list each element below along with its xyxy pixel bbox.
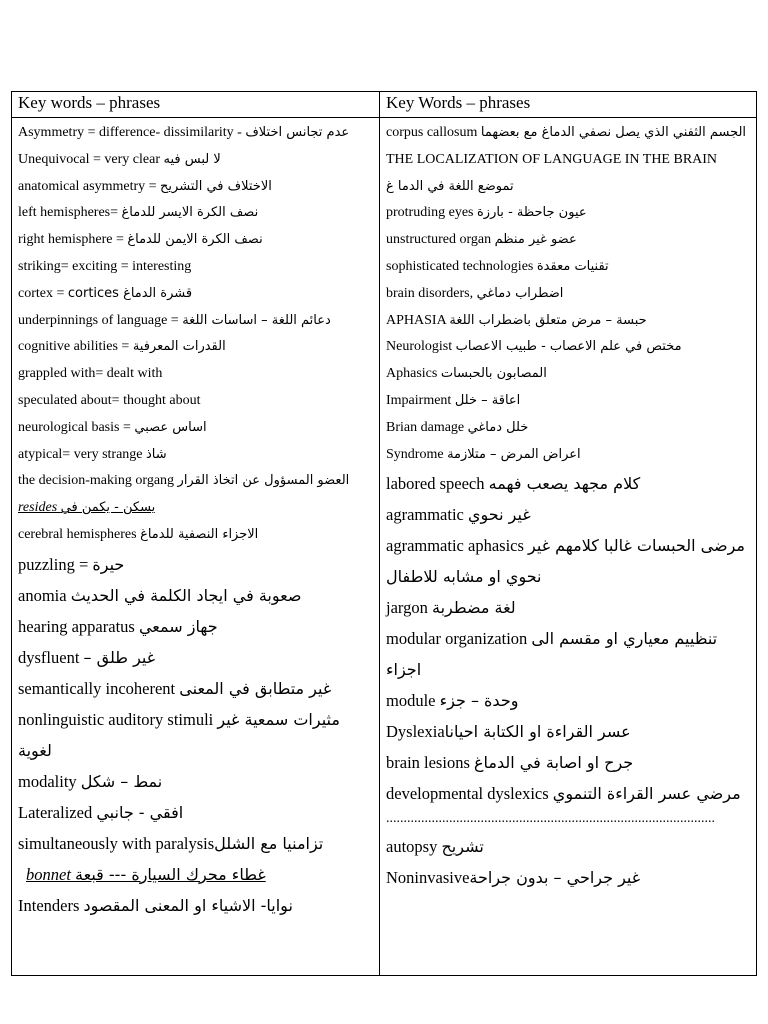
right-entry [386,530,750,592]
arabic-translation: العضو المسؤول عن اتخاذ القرار [177,473,350,489]
arabic-translation: حبسة – مرض متعلق باضطراب اللغة [449,312,647,328]
english-term: module [386,691,440,711]
english-term: Unequivocal = very clear [18,151,164,167]
english-term: brain disorders, [386,285,477,301]
dotted-divider: .............................................................................................. [386,811,715,827]
english-term: sophisticated technologies [386,258,537,274]
right-entry [386,174,750,201]
right-entry [386,442,750,469]
arabic-translation: اعراض المرض – متلازمة [447,446,581,462]
arabic-translation: الاختلاف في التشريح [160,178,272,194]
left-entry [18,828,373,859]
right-entry [386,281,750,308]
english-term: semantically incoherent [18,678,180,698]
right-entry [386,200,750,227]
left-entry [18,308,373,335]
arabic-translation: غير نحوي [468,505,531,525]
left-entry [18,388,373,415]
arabic-translation: افقي - جانبي [96,802,184,822]
english-term: unstructured organ [386,232,495,248]
english-term: modality [18,771,81,791]
arabic-translation: الجسم الثفني الذي يصل نصفي الدماغ مع بعضهما [480,125,747,140]
right-entry [386,120,750,147]
left-column [12,92,380,975]
english-term: neurological basis = [18,419,135,435]
left-entry [18,766,373,797]
left-entry [18,227,373,254]
english-term: puzzling = [18,554,93,574]
vocabulary-table [11,91,757,976]
left-entry [18,281,373,308]
english-term: Syndrome [386,446,448,462]
english-term: left hemispheres= [18,205,122,221]
arabic-translation: تموضع اللغة في الدما غ [386,178,514,194]
left-entry [18,174,373,201]
english-term: brain lesions [386,753,474,773]
left-entry [18,673,373,704]
right-entry [386,227,750,254]
english-term: jargon [386,598,432,618]
left-entry [18,642,373,673]
left-entry [18,361,373,388]
right-entry [386,147,750,174]
left-entry [18,611,373,642]
arabic-translation: صعوبة في ايجاد الكلمة في الحديث [70,585,302,605]
arabic-translation: تنظييم معياري او مقسم الى اجزاء [386,629,718,680]
right-entry [386,499,750,530]
left-entry [18,415,373,442]
arabic-translation: وحدة – جزء [439,691,519,711]
english-term: APHASIA [386,312,450,328]
left-entry-list [12,118,379,921]
arabic-translation: مرضي عسر القراءة التنموي [552,784,741,804]
english-term: Dyslexia [386,722,445,742]
arabic-translation: غطاء محرك السيارة --- قبعة [75,864,266,884]
left-entry [18,704,373,766]
right-entry [386,831,750,862]
arabic-translation: الاجزاء النصفية للدماغ [140,526,259,542]
left-entry [18,147,373,174]
english-term: THE LOCALIZATION OF LANGUAGE IN THE BRAIN [386,151,718,167]
english-term: agrammatic aphasics [386,536,529,556]
arabic-translation: عضو غير منظم [494,232,577,248]
arabic-translation: تشريح [441,837,484,857]
arabic-translation: غير جراحي – بدون جراحة [469,868,641,888]
arabic-translation: مختص في علم الاعصاب - طبيب الاعصاب [455,339,682,355]
english-term: Aphasics [386,366,441,382]
english-term: atypical= very strange [18,446,147,462]
right-column [380,92,756,975]
english-term: striking= exciting = interesting [18,258,192,274]
english-term: agrammatic [386,505,469,525]
english-term: bonnet [26,864,76,884]
english-term: underpinnings of language = [18,312,183,328]
english-term: autopsy [386,837,442,857]
right-entry [386,254,750,281]
arabic-translation: اساس عصبي [134,419,207,435]
english-term: cortex = [18,285,68,301]
english-term: developmental dyslexics [386,784,553,804]
english-term: cognitive abilities = [18,339,133,355]
arabic-translation: نوايا- الاشياء او المعنى المقصود [83,895,293,915]
arabic-translation: تزامنيا مع الشلل [214,833,324,853]
arabic-translation: كلام مجهد يصعب فهمه [488,474,641,494]
right-entry [386,778,750,809]
arabic-translation: شاذ [146,446,167,462]
english-term: corpus callosum [386,125,481,140]
english-term: Asymmetry = difference- dissimilarity - [18,125,246,140]
arabic-translation: مرضى الحبسات غالبا كلامهم غير نحوي او مشابه للاطفال [386,536,745,587]
arabic-translation: جرح او اصابة في الدماغ [474,753,634,773]
english-term: dysfluent [18,647,84,667]
arabic-translation: نصف الكرة الايمن للدماغ [127,232,263,248]
english-term: labored speech [386,474,489,494]
left-column-header: Key words – phrases [12,92,379,118]
english-term: Impairment [386,392,455,408]
english-term: right hemisphere = [18,232,128,248]
right-entry [386,361,750,388]
left-entry [18,549,373,580]
arabic-translation: نصف الكرة الايسر للدماغ [121,205,259,221]
arabic-translation: غير متطابق في المعنى [179,678,332,698]
english-term: Neurologist [386,339,456,355]
left-entry [18,120,373,147]
arabic-translation: المصابون بالحبسات [440,366,547,382]
left-entry [18,859,373,890]
english-term: anatomical asymmetry = [18,178,161,194]
arabic-translation: قشرة الدماغ cortices [67,285,193,301]
left-entry [18,797,373,828]
arabic-translation: نمط – شكل [80,771,163,791]
arabic-translation: لا لبس فيه [163,151,221,167]
arabic-translation: اعاقة – خلل [454,392,521,408]
arabic-translation: يسكن - يكمن في [60,500,156,516]
english-term: grappled with= dealt with [18,366,163,382]
english-term: hearing apparatus [18,616,139,636]
left-entry [18,890,373,921]
english-term: simultaneously with paralysis [18,833,215,853]
left-entry [18,200,373,227]
english-term: anomia [18,585,71,605]
left-entry [18,254,373,281]
left-entry [18,442,373,469]
right-column-header: Key Words – phrases [380,92,756,118]
left-entry [18,468,373,495]
right-entry-list [380,118,756,893]
arabic-translation: القدرات المعرفية [132,339,226,355]
english-term: modular organization [386,629,532,649]
arabic-translation: خلل دماغي [467,419,529,435]
right-entry [386,388,750,415]
english-term: Lateralized [18,802,97,822]
right-entry [386,862,750,893]
right-entry [386,415,750,442]
arabic-translation: عسر القراءة او الكتابة احيانا [444,722,631,742]
right-entry [386,334,750,361]
left-entry [18,580,373,611]
arabic-translation: حيرة [92,554,125,574]
english-term: nonlinguistic auditory stimuli [18,709,218,729]
english-term: Intenders [18,895,84,915]
english-term: Noninvasive [386,868,470,888]
english-term: cerebral hemispheres [18,526,141,542]
arabic-translation: غير طلق – [83,647,156,667]
left-entry [18,522,373,549]
right-entry [386,623,750,685]
arabic-translation: عيون جاحظة - بارزة [476,205,587,221]
english-term: speculated about= thought about [18,392,201,408]
english-term: Brian damage [386,419,468,435]
arabic-translation: اضطراب دماغي [476,285,564,301]
right-entry [386,685,750,716]
right-entry [386,592,750,623]
right-entry [386,468,750,499]
right-entry [386,747,750,778]
arabic-translation: دعائم اللغة – اساسات اللغة [182,312,331,328]
left-entry [18,495,373,522]
left-entry [18,334,373,361]
english-term: protruding eyes [386,205,477,221]
arabic-translation: لغة مضطربة [431,598,516,618]
arabic-translation: تقنيات معقدة [536,258,609,274]
arabic-translation: مثيرات سمعية غير لغوية [18,709,340,760]
english-term: the decision-making organg [18,473,178,489]
right-entry [386,809,750,831]
right-entry [386,308,750,335]
right-entry [386,716,750,747]
arabic-translation: عدم تجانس اختلاف [245,125,350,140]
arabic-translation: جهاز سمعي [138,616,218,636]
english-term: resides [18,500,61,516]
